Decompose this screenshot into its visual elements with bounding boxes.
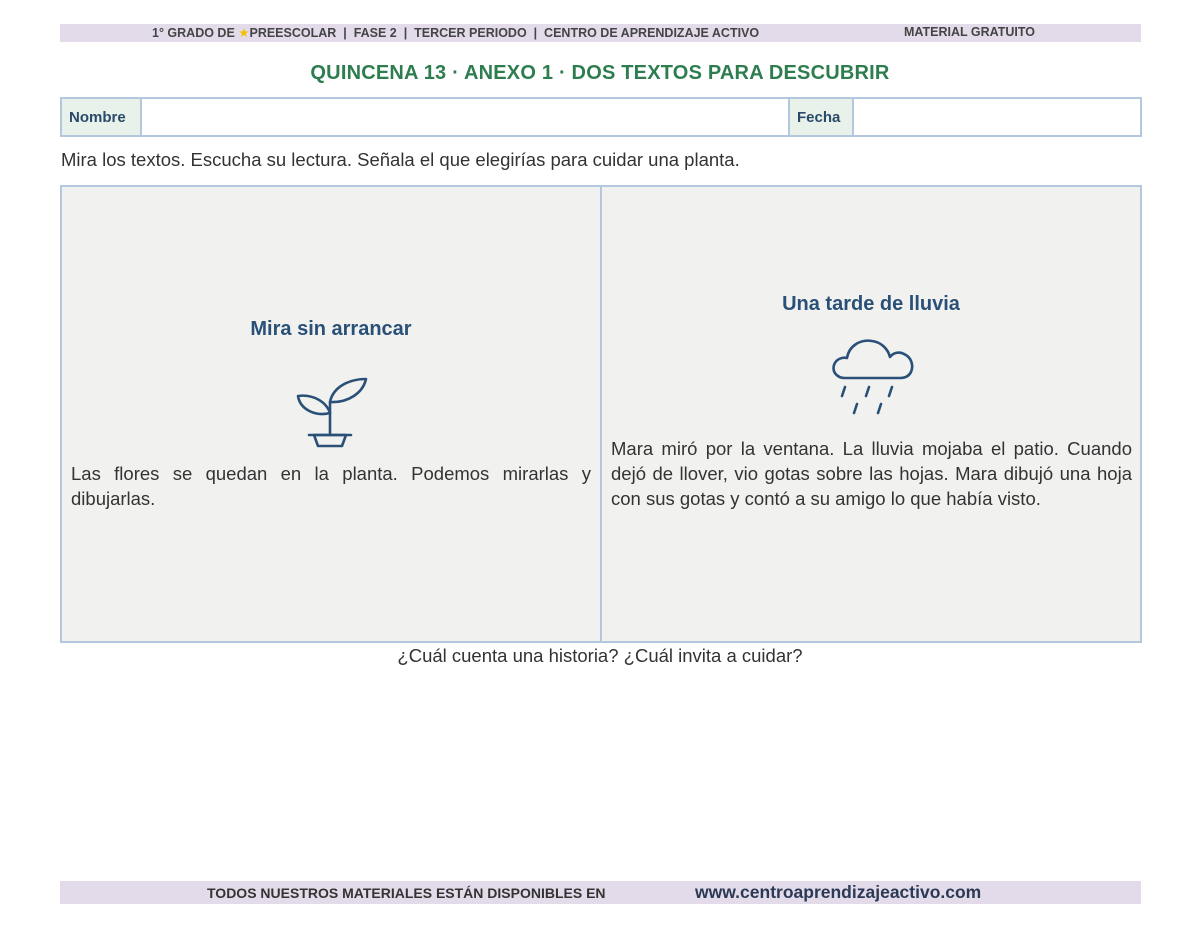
date-label: Fecha [790, 99, 854, 135]
footer-band [60, 881, 1141, 904]
question-text: ¿Cuál cuenta una historia? ¿Cuál invita a cuidar? [397, 645, 803, 666]
text-title: Mira sin arrancar [250, 318, 412, 340]
date-field[interactable] [854, 99, 1140, 135]
text-body: Las flores se quedan en la planta. Podemos mirarlas y dibujarlas. [71, 463, 591, 509]
page-title: QUINCENA 13 · ANEXO 1 · DOS TEXTOS PARA DESCUBRIR [310, 62, 890, 84]
header-band [60, 24, 1141, 42]
rain-cloud-icon [829, 337, 915, 419]
header-material: MATERIAL GRATUITO [904, 25, 1036, 39]
header-details: PREESCOLAR | FASE 2 | TERCER PERIODO | CENTRO DE APRENDIZAJE ACTIVO [249, 26, 760, 40]
text-panel-rain[interactable] [602, 187, 1140, 641]
text-body: Mara miró por la ventana. La lluvia mojaba el patio. Cuando dejó de llover, vio gotas sobre las hojas. Mara dibujó una hoja con sus gotas y contó a su amigo lo que había visto. [611, 438, 1132, 509]
name-field[interactable] [142, 99, 790, 135]
footer-label: TODOS NUESTROS MATERIALES ESTÁN DISPONIBLES EN [207, 885, 606, 901]
texts-table [60, 185, 1142, 643]
header-grade: 1° GRADO DE [152, 26, 239, 40]
star-icon: ★ [238, 26, 250, 40]
name-label: Nombre [62, 99, 142, 135]
text-title: Una tarde de lluvia [782, 293, 960, 315]
text-panel-plant[interactable] [62, 187, 602, 641]
plant-sprout-icon [295, 375, 369, 449]
footer-url-link[interactable]: www.centroaprendizajeactivo.com [695, 882, 982, 902]
instruction-text: Mira los textos. Escucha su lectura. Señala el que elegirías para cuidar una planta. [61, 149, 740, 170]
name-date-form [60, 97, 1142, 137]
header-info [152, 25, 759, 40]
